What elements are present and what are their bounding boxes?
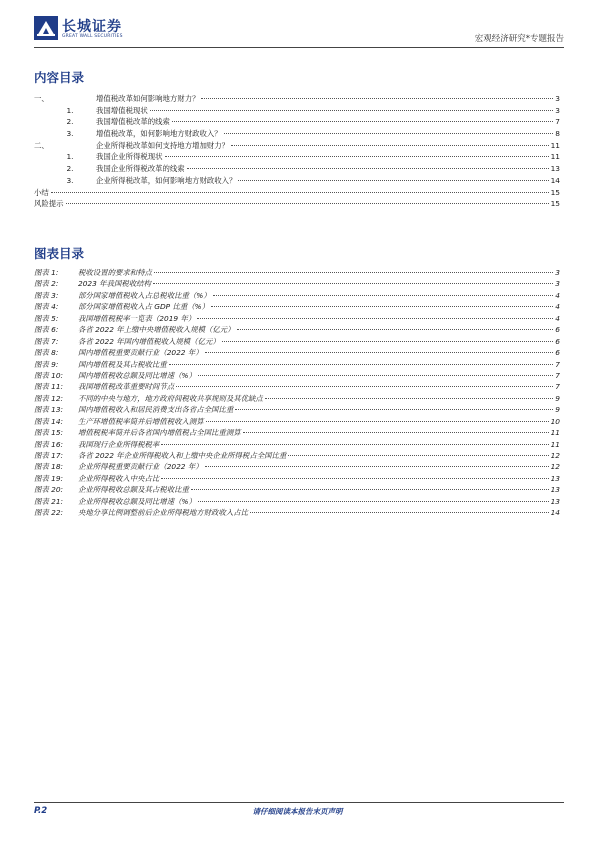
figure-entry[interactable] — [34, 370, 560, 381]
toc-entry[interactable] — [34, 198, 560, 210]
figure-entry-title: 各省 2022 年企业所得税收入和上缴中央企业所得税占全国比重 — [78, 451, 287, 460]
figure-entry-title: 央地分享比例调整前后企业所得税地方财政收入占比 — [78, 508, 248, 518]
toc-entry-page: 15 — [550, 187, 560, 197]
figure-entry[interactable] — [34, 324, 560, 335]
figure-entry-title: 我国增值税税率一览表（2019 年） — [78, 313, 196, 323]
figure-entry-title: 税收设置的要求和特点 — [78, 268, 152, 277]
figure-entry-page: 11 — [550, 428, 560, 438]
figure-entry[interactable] — [34, 461, 560, 472]
figure-entry-leader — [250, 512, 549, 513]
figure-entry-title: 企业所得税收入中央占比 — [78, 473, 160, 483]
figure-entry[interactable] — [34, 507, 560, 518]
figure-entry-page: 3 — [555, 279, 560, 289]
figure-entry-number: 图表 11: — [34, 382, 64, 392]
figure-entry-page: 12 — [550, 462, 560, 472]
toc-entry[interactable] — [34, 175, 560, 187]
figure-entry-number: 图表 7: — [34, 336, 59, 346]
figure-entry[interactable] — [34, 484, 560, 495]
figure-entry-number: 图表 6: — [34, 325, 59, 335]
figure-entry-number: 图表 5: — [34, 313, 59, 323]
figure-entry-leader — [153, 283, 553, 284]
toc-entry-leader — [231, 145, 549, 146]
figure-entry[interactable] — [34, 496, 560, 507]
figure-entry[interactable] — [34, 267, 560, 278]
footer-disclaimer: 请仔细阅读本报告末页声明 — [252, 807, 343, 816]
figure-entry-leader — [198, 501, 549, 502]
figure-entry-title: 企业所得税收总额及其占税收比重 — [78, 485, 189, 495]
figure-entry-leader — [211, 306, 553, 307]
figure-entry[interactable] — [34, 439, 560, 450]
figure-entry-page: 12 — [550, 451, 560, 460]
figure-entry[interactable] — [34, 347, 560, 358]
figure-entry-page: 6 — [555, 325, 560, 335]
figure-entry[interactable] — [34, 336, 560, 347]
figure-entry-title: 各省 2022 年国内增值税收入规模（亿元） — [78, 336, 220, 346]
figure-entry-title: 2023 年我国税收结构 — [78, 279, 151, 289]
toc-entry[interactable] — [34, 163, 560, 175]
figure-entry-leader — [205, 352, 554, 353]
toc-entry[interactable] — [34, 187, 560, 199]
figure-entry-page: 4 — [555, 313, 560, 323]
figure-entry[interactable] — [34, 393, 560, 404]
toc-entry[interactable] — [34, 151, 560, 163]
figure-entry-leader — [176, 386, 553, 387]
figure-entry-number: 图表 9: — [34, 359, 59, 369]
figure-entry-title: 国内增值税收总额及同比增速（%） — [78, 370, 196, 380]
toc-entry-page: 7 — [555, 117, 560, 127]
figure-entry-number: 图表 18: — [34, 462, 64, 472]
toc-entry-number: 1. — [66, 105, 74, 115]
figure-entry-leader — [288, 455, 548, 456]
figure-entry-page: 6 — [555, 348, 560, 358]
figure-entry-leader — [154, 272, 553, 273]
toc-entry-leader — [51, 192, 549, 193]
figure-entry[interactable] — [34, 301, 560, 312]
figure-entry-number: 图表 22: — [34, 508, 64, 518]
figure-entry-number: 图表 14: — [34, 416, 64, 426]
figure-entry-leader — [161, 478, 548, 479]
toc-entry-page: 15 — [550, 199, 560, 209]
figure-entry[interactable] — [34, 450, 560, 461]
toc-entry-number: 一、 — [34, 94, 49, 103]
toc-entry-title: 小结 — [34, 187, 49, 197]
contents-list — [34, 93, 560, 210]
figure-entry-number: 图表 1: — [34, 268, 59, 277]
figure-entry[interactable] — [34, 290, 560, 301]
toc-entry[interactable] — [34, 105, 560, 117]
figure-entry-number: 图表 8: — [34, 348, 59, 358]
figure-entry-leader — [237, 329, 554, 330]
figure-entry-leader — [191, 489, 549, 490]
figure-entry-leader — [169, 364, 554, 365]
toc-entry-leader — [172, 121, 553, 122]
figure-entry-title: 增值税税率简并后各省国内增值税占全国比重测算 — [78, 428, 241, 438]
company-logo-icon — [34, 16, 58, 40]
figure-entry-leader — [198, 375, 553, 376]
figure-entry-page: 13 — [550, 473, 560, 483]
figure-entry-page: 13 — [550, 485, 560, 495]
figure-entry-number: 图表 16: — [34, 439, 64, 449]
figure-entry-number: 图表 17: — [34, 451, 64, 460]
figure-entry-number: 图表 13: — [34, 405, 64, 415]
toc-entry-number: 1. — [66, 152, 74, 162]
figure-entry-page: 3 — [555, 268, 560, 277]
figure-entry[interactable] — [34, 404, 560, 415]
figure-entry-leader — [235, 409, 553, 410]
toc-entry-title: 风险提示 — [34, 199, 64, 209]
figure-entry[interactable] — [34, 427, 560, 438]
figure-entry-number: 图表 2: — [34, 279, 59, 289]
figure-entry[interactable] — [34, 313, 560, 324]
toc-entry-number: 3. — [66, 175, 74, 185]
footer-divider — [34, 802, 564, 803]
toc-entry-title: 企业所得税改革，如何影响地方财政收入？ — [96, 175, 237, 185]
toc-entry-title: 我国企业所得税改革的线索 — [96, 164, 185, 174]
toc-entry-title: 我国增值税现状 — [96, 105, 148, 115]
figure-entry-page: 10 — [550, 416, 560, 426]
toc-entry-page: 3 — [555, 105, 560, 115]
figure-entry-title: 国内增值税及其占税收比重 — [78, 359, 167, 369]
figures-list — [34, 267, 560, 519]
figure-entry-title: 部分国家增值税收入占 GDP 比重（%） — [78, 302, 210, 312]
figure-entry[interactable] — [34, 359, 560, 370]
figure-entry-number: 图表 21: — [34, 496, 64, 506]
figure-entry-title: 国内增值税收入和居民消费支出各省占全国比重 — [78, 405, 234, 415]
figure-entry[interactable] — [34, 278, 560, 289]
figure-entry-leader — [205, 466, 549, 467]
figure-entry-number: 图表 10: — [34, 370, 64, 380]
contents-heading: 内容目录 — [34, 70, 85, 85]
figure-entry-page: 13 — [550, 496, 560, 506]
figure-entry-number: 图表 19: — [34, 473, 64, 483]
toc-entry[interactable] — [34, 116, 560, 128]
figure-entry-page: 7 — [555, 370, 560, 380]
figure-entry-title: 我国现行企业所得税税率 — [78, 439, 160, 449]
toc-entry-leader — [201, 98, 553, 99]
figure-entry-leader — [213, 295, 554, 296]
toc-entry-page: 11 — [550, 140, 560, 150]
company-logo-subtext: GREAT WALL SECURITIES — [62, 34, 123, 39]
figure-entry-leader — [161, 444, 548, 445]
figure-entry[interactable] — [34, 473, 560, 484]
toc-entry-title: 企业所得税改革如何支持地方增加财力？ — [96, 140, 230, 150]
figure-entry-number: 图表 12: — [34, 393, 64, 403]
toc-entry-number: 二、 — [34, 140, 49, 150]
toc-entry-leader — [66, 203, 549, 204]
toc-entry-leader — [165, 156, 549, 157]
toc-entry-leader — [238, 180, 548, 181]
report-type-label: 宏观经济研究*专题报告 — [474, 34, 564, 44]
figure-entry-title: 生产环增值税率简并后增值税收入测算 — [78, 416, 204, 426]
toc-entry[interactable] — [34, 140, 560, 152]
toc-entry-leader — [150, 110, 554, 111]
figure-entry-page: 9 — [555, 405, 560, 415]
toc-entry-page: 3 — [555, 94, 560, 103]
figure-entry-title: 企业所得税重要贡献行业（2022 年） — [78, 462, 203, 472]
figure-entry-number: 图表 3: — [34, 290, 59, 300]
toc-entry-title: 我国企业所得税现状 — [96, 152, 163, 162]
figure-entry-title: 不同的中央与地方，地方政府间税收共享规则及其优缺点 — [78, 393, 263, 403]
figure-entry-leader — [243, 432, 549, 433]
toc-entry-page: 13 — [550, 164, 560, 174]
figure-entry-number: 图表 15: — [34, 428, 64, 438]
figure-entry-leader — [222, 341, 554, 342]
figure-entry-page: 14 — [550, 508, 560, 518]
figure-entry-page: 7 — [555, 359, 560, 369]
figure-entry-title: 国内增值税重要贡献行业（2022 年） — [78, 348, 203, 358]
page-header — [34, 10, 564, 48]
toc-entry-number: 2. — [66, 117, 74, 127]
toc-entry-title: 增值税改革，如何影响地方财政收入？ — [96, 129, 222, 139]
figure-entry-page: 4 — [555, 290, 560, 300]
toc-entry-number: 2. — [66, 164, 74, 174]
figure-entry-title: 各省 2022 年上缴中央增值税收入规模（亿元） — [78, 325, 235, 335]
page-number: P.2 — [34, 806, 48, 816]
toc-entry-title: 增值税改革如何影响地方财力？ — [96, 94, 200, 103]
figure-entry-title: 我国增值税改革重要时间节点 — [78, 382, 175, 392]
figure-entry-page: 6 — [555, 336, 560, 346]
figure-entry-leader — [265, 398, 554, 399]
toc-entry-page: 8 — [555, 129, 560, 139]
figure-entry-page: 9 — [555, 393, 560, 403]
figure-entry-page: 11 — [550, 439, 560, 449]
toc-entry[interactable] — [34, 93, 560, 105]
figure-entry-title: 企业所得税收总额及同比增速（%） — [78, 496, 196, 506]
figure-entry[interactable] — [34, 381, 560, 392]
figure-entry-number: 图表 20: — [34, 485, 64, 495]
toc-entry-leader — [187, 168, 549, 169]
company-logo-text: 长城证券 — [62, 19, 122, 35]
toc-entry-title: 我国增值税改革的线索 — [96, 117, 170, 127]
toc-entry-page: 11 — [550, 152, 560, 162]
toc-entry-page: 14 — [550, 175, 560, 185]
figure-entry[interactable] — [34, 416, 560, 427]
figure-entry-title: 部分国家增值税收入占总税收比重（%） — [78, 290, 211, 300]
header-divider — [34, 47, 564, 48]
figure-entry-page: 4 — [555, 302, 560, 312]
figure-entry-leader — [197, 318, 553, 319]
figure-entry-page: 7 — [555, 382, 560, 392]
figures-heading: 图表目录 — [34, 246, 85, 261]
figure-entry-leader — [206, 421, 549, 422]
figure-entry-number: 图表 4: — [34, 302, 59, 312]
toc-entry[interactable] — [34, 128, 560, 140]
toc-entry-leader — [224, 133, 554, 134]
toc-entry-number: 3. — [66, 129, 74, 139]
